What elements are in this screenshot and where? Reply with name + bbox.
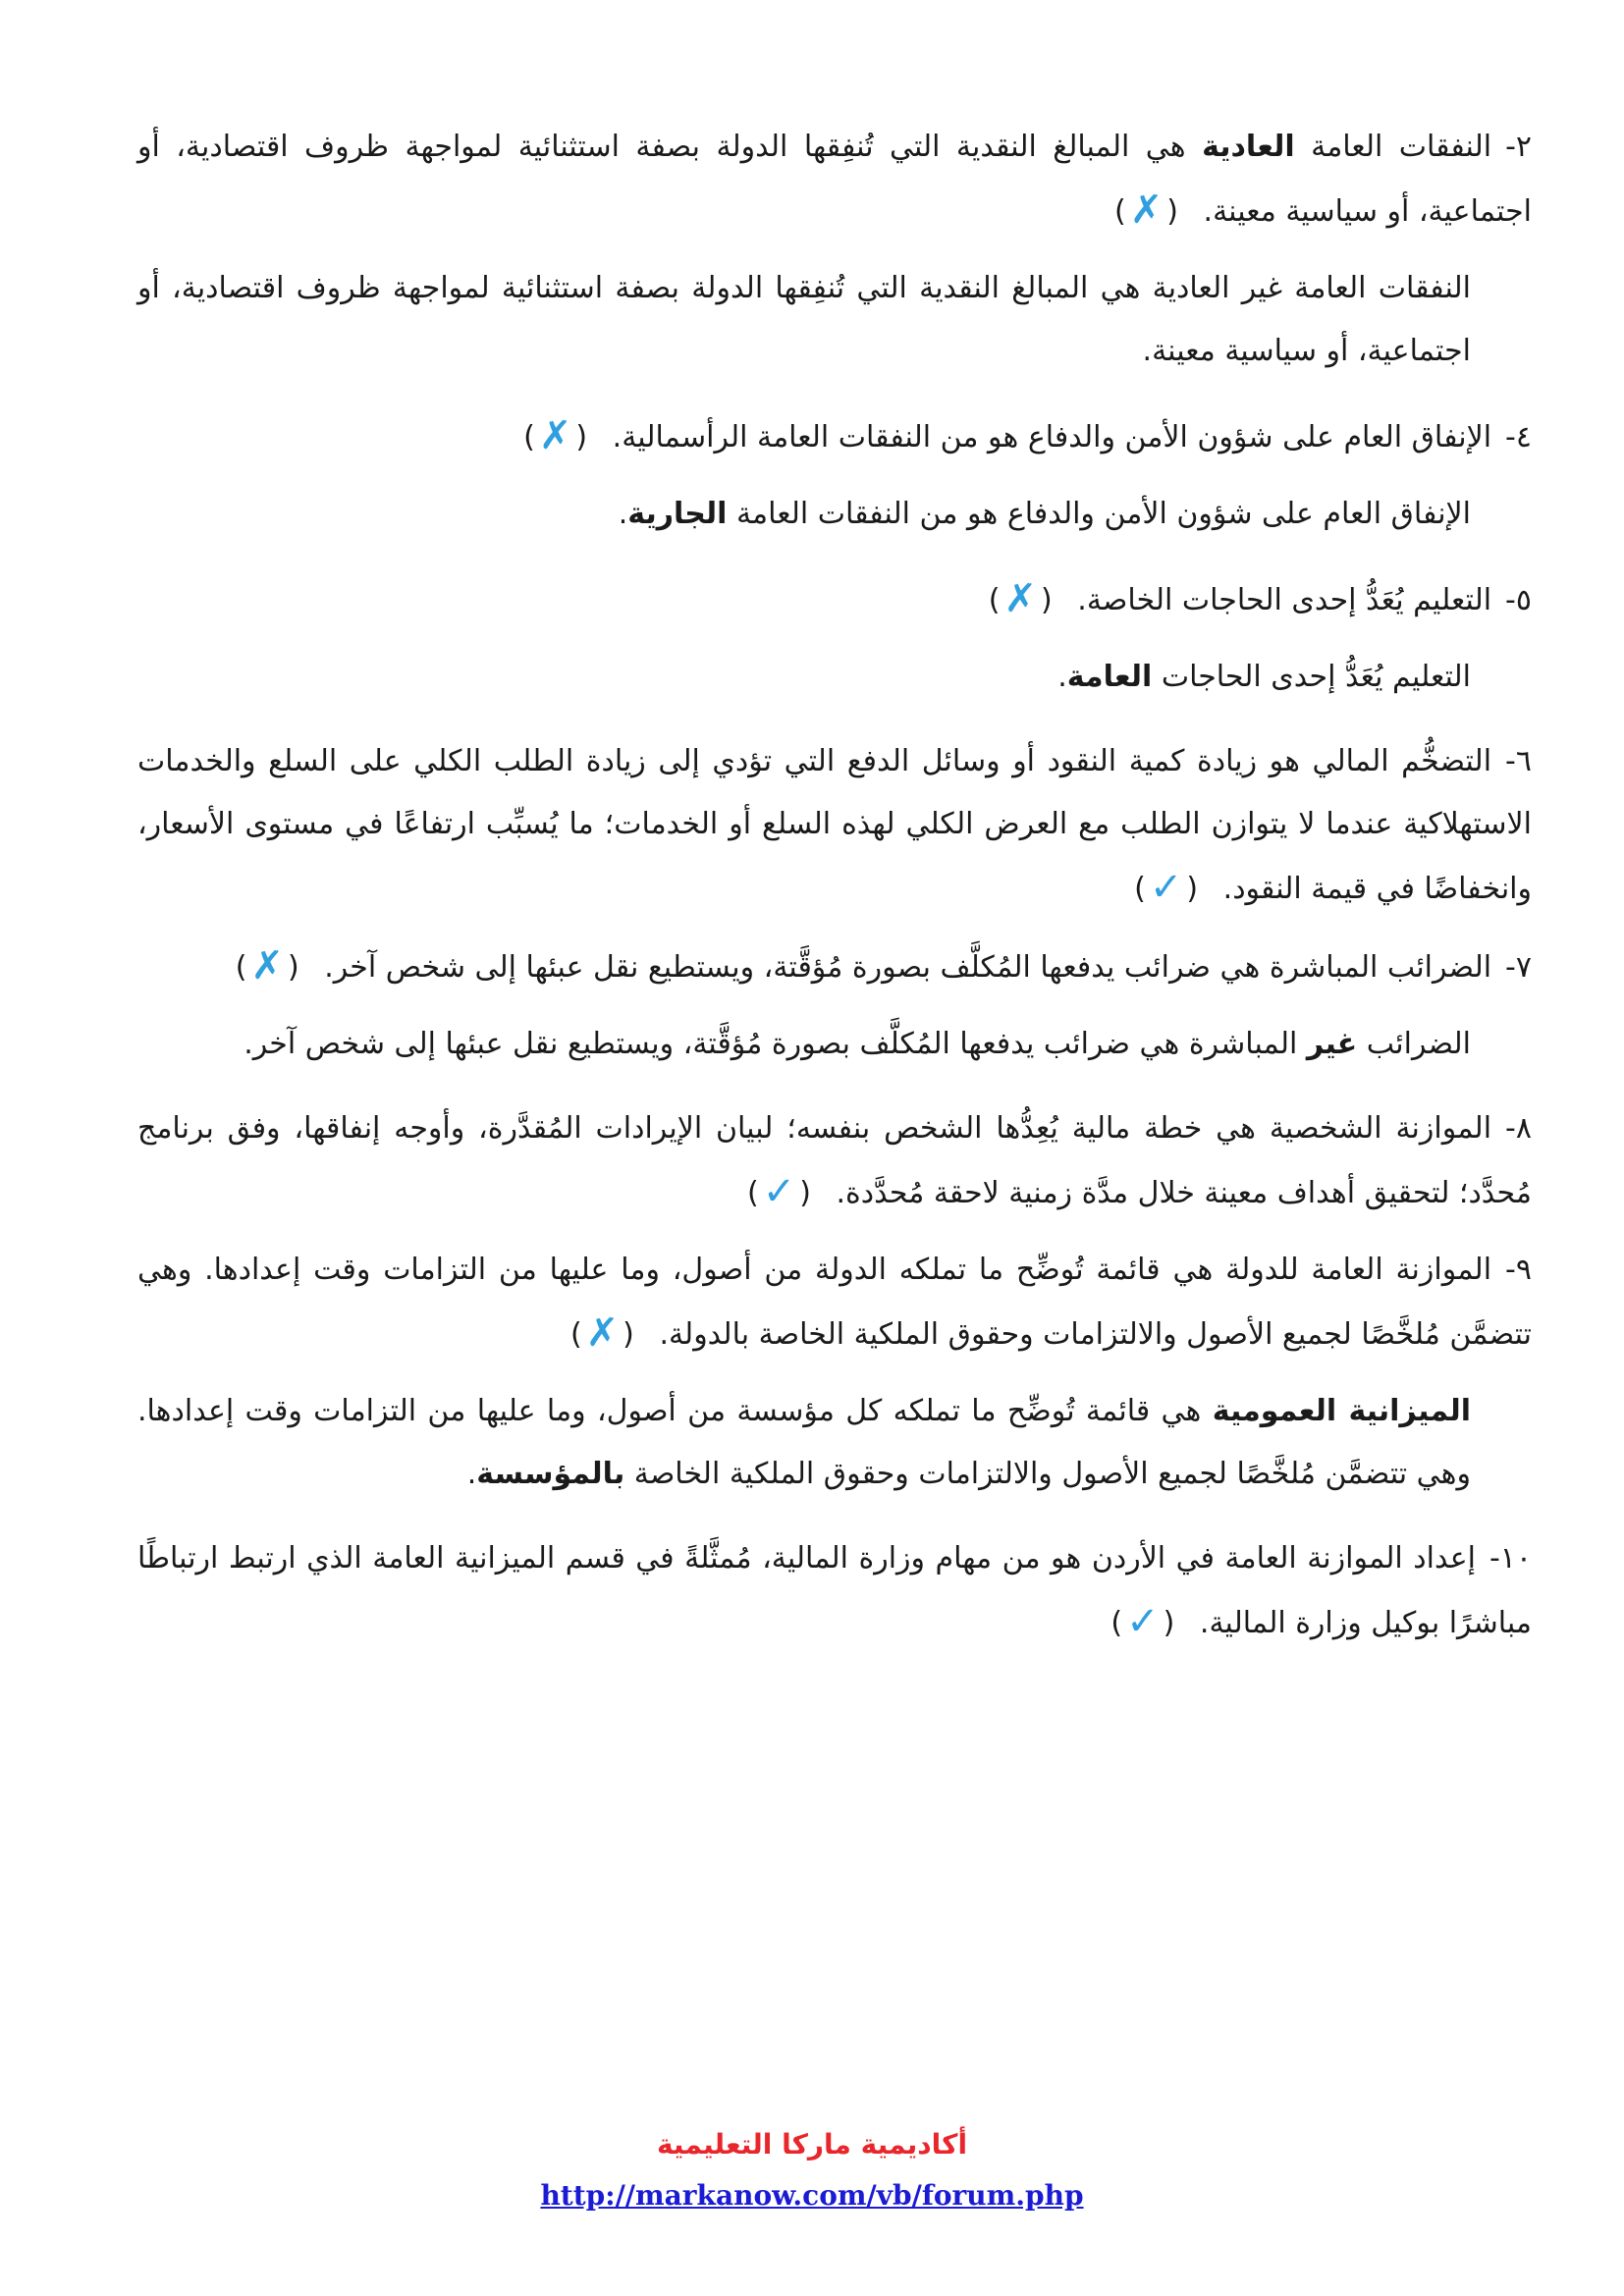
question-text: إعداد الموازنة العامة في الأردن هو من مهام وزارة المالية، مُمثَّلةً في قسم الميزانية العامة الذي ارتبط ارتباطًا مباشرًا بوكيل وزارة المالية. [137, 1541, 1532, 1640]
question-number: ٨- [1505, 1111, 1532, 1146]
question-7 [137, 934, 1532, 999]
answer-mark: (✓) [1110, 1590, 1174, 1655]
answer-mark: (✓) [747, 1160, 811, 1225]
question-number: ٦- [1505, 744, 1532, 778]
correction-text: . [1057, 660, 1067, 694]
question-number: ٤- [1505, 420, 1532, 454]
correction-text: التعليم يُعَدُّ إحدى الحاجات [1152, 660, 1471, 694]
check-mark-icon: ✓ [1149, 865, 1183, 910]
correction-text-bold: غير [1306, 1027, 1358, 1061]
question-text-bold: العادية [1202, 130, 1295, 164]
question-text: النفقات العامة [1294, 130, 1492, 164]
correction-text: . [466, 1457, 477, 1491]
answer-mark: (✗) [523, 404, 587, 469]
answer-mark: (✗) [570, 1302, 634, 1366]
question-10 [137, 1527, 1532, 1655]
question-text: التعليم يُعَدُّ إحدى الحاجات الخاصة. [1077, 583, 1492, 617]
question-number: ٢- [1505, 130, 1533, 164]
answer-mark: (✗) [1114, 179, 1178, 243]
question-text: التضخُّم المالي هو زيادة كمية النقود أو وسائل الدفع التي تؤدي إلى زيادة الطلب الكلي على السلع والخدمات الاستهلاكية عندما لا يتوازن الطلب مع العرض الكلي لهذه السلع أو الخدمات؛ ما يُسبِّب ارتفاعًا في مستوى الأسعار، وانخفاضًا في قيمة النقود. [137, 744, 1532, 906]
wrong-mark-icon: ✗ [1003, 576, 1038, 621]
question-text: الموازنة العامة للدولة هي قائمة تُوضِّح ما تملكه الدولة من أصول، وما عليها من التزامات وقت إعدادها. وهي تتضمَّن مُلخَّصًا لجميع الأصول والالتزامات وحقوق الملكية الخاصة بالدولة. [137, 1253, 1532, 1352]
wrong-mark-icon: ✗ [250, 943, 284, 988]
correction-9 [137, 1380, 1532, 1506]
answers-list [137, 116, 1532, 1669]
answer-mark: (✗) [989, 567, 1053, 632]
check-mark-icon: ✓ [1126, 1599, 1160, 1644]
question-5 [137, 567, 1532, 632]
question-text: الإنفاق العام على شؤون الأمن والدفاع هو من النفقات العامة الرأسمالية. [612, 420, 1492, 454]
question-6 [137, 730, 1532, 921]
question-text: الموازنة الشخصية هي خطة مالية يُعِدُّها الشخص بنفسه؛ لبيان الإيرادات المُقدَّرة، وأوجه إنفاقها، وفق برنامج مُحدَّد؛ لتحقيق أهداف معينة خلال مدَّة زمنية لاحقة مُحدَّدة. [137, 1111, 1532, 1210]
correction-7 [137, 1013, 1532, 1076]
footer-link[interactable]: http://markanow.com/vb/forum.php [540, 2179, 1084, 2212]
correction-text-bold: العامة [1066, 660, 1153, 694]
question-number: ٥- [1505, 583, 1532, 617]
question-text: هي المبالغ النقدية التي تُنفِقها الدولة بصفة استثنائية لمواجهة ظروف اقتصادية، أو اجتماعية، أو سياسية معينة. [137, 130, 1532, 229]
correction-text: الضرائب [1357, 1027, 1471, 1061]
wrong-mark-icon: ✗ [1129, 187, 1164, 233]
answer-mark: (✓) [1134, 856, 1198, 921]
question-2 [137, 116, 1532, 243]
correction-text: الإنفاق العام على شؤون الأمن والدفاع هو من النفقات العامة [727, 497, 1471, 531]
correction-text: . [618, 497, 628, 531]
correction-text: النفقات العامة غير العادية هي المبالغ النقدية التي تُنفِقها الدولة بصفة استثنائية لمواجهة ظروف اقتصادية، أو اجتماعية، أو سياسية معينة. [137, 271, 1471, 368]
wrong-mark-icon: ✗ [585, 1310, 620, 1356]
correction-text-bold: بالمؤسسة [476, 1457, 625, 1491]
question-9 [137, 1239, 1532, 1366]
footer-title: أكاديمية ماركا التعليمية [656, 2128, 968, 2161]
question-number: ٧- [1505, 950, 1532, 985]
check-mark-icon: ✓ [762, 1169, 796, 1214]
question-number: ١٠- [1489, 1541, 1532, 1575]
question-8 [137, 1097, 1532, 1225]
correction-text: هي قائمة تُوضِّح ما تملكه كل مؤسسة من أصول، وما عليها من التزامات وقت إعدادها. وهي تتضمَّن مُلخَّصًا لجميع الأصول والالتزامات وحقوق الملكية الخاصة [137, 1394, 1471, 1491]
wrong-mark-icon: ✗ [538, 413, 572, 458]
answer-mark: (✗) [236, 934, 299, 999]
question-number: ٩- [1505, 1253, 1532, 1287]
correction-2 [137, 257, 1532, 383]
correction-text: المباشرة هي ضرائب يدفعها المُكلَّف بصورة مُؤقَّتة، ويستطيع نقل عبئها إلى شخص آخر. [244, 1027, 1307, 1061]
correction-text-bold: الجارية [627, 497, 728, 531]
question-text: الضرائب المباشرة هي ضرائب يدفعها المُكلَّف بصورة مُؤقَّتة، ويستطيع نقل عبئها إلى شخص آخر. [324, 950, 1492, 985]
correction-5 [137, 646, 1532, 709]
question-4 [137, 404, 1532, 469]
correction-4 [137, 483, 1532, 546]
correction-text-bold: الميزانية العمومية [1212, 1394, 1471, 1428]
